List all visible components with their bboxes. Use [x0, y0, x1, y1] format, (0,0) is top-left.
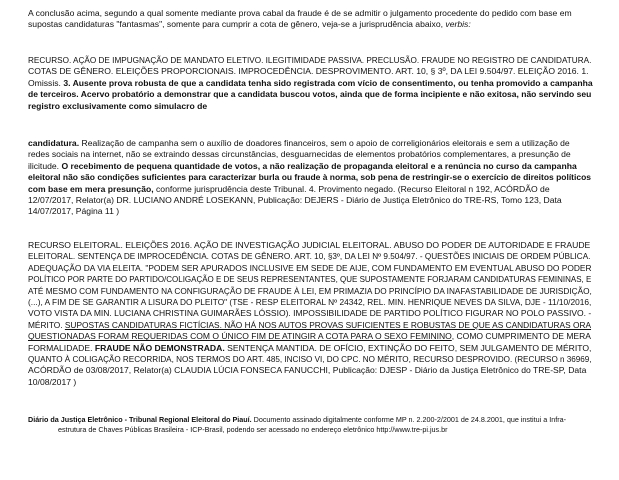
- block3-line-10-text: SENTENÇA MANTIDA. DE OFÍCIO, EXTINÇÃO DO FEITO, SEM JULGAMENTO DE MÉRITO,: [224, 342, 592, 353]
- block3-underlined-1: SUPOSTAS CANDIDATURAS FICTÍCIAS. NÃO HÁ NOS AUTOS PROVAS SUFICIENTES E ROBUSTAS DE QUE AS CANDIDATURAS ORA: [64, 319, 592, 330]
- block3-line-4: POLÍTICO POR PARTE DO PARTIDO/COLIGAÇÃO E DE SEUS REPRESENTANTES, QUE SUPOSTAMENTE FORJARAM CANDIDATURAS FEMININAS, E: [28, 275, 592, 285]
- block3-line-2: ELEITORAL. SENTENÇA DE IMPROCEDÊNCIA. COTAS DE GÊNERO. ART. 10, §3º, DA LEI Nº 9.504/97. - QUESTÕES INICIAIS DE ORDEM PÚBLICA.: [28, 252, 591, 262]
- intro-paragraph: [28, 8, 594, 31]
- footer-line-1: [28, 415, 594, 425]
- block1-line-5: registro exclusivamente como simulacro de: [28, 100, 208, 111]
- block2-line-1: [28, 138, 594, 149]
- block1-line-2: COTAS DE GÊNERO. ELEIÇÕES PROPORCIONAIS. IMPROCEDÊNCIA. DESPROVIMENTO. ART. 10, § 3º, DA LEI 9.504/97. ELEIÇÃO 2016. 1.: [28, 66, 589, 77]
- footer-line-2: estrutura de Chaves Públicas Brasileira - ICP-Brasil, podendo ser acessado no endereço eletrônico http://www.tre-pi.jus.br: [58, 424, 448, 434]
- block2-line-6: 12/07/2017, Relator(a) DR. LUCIANO ANDRÉ LOSEKANN, Publicação: DEJERS - Diário de Justiça Eletrônico do TRE-RS, Tomo 123, Data: [28, 195, 562, 206]
- block1-line-4: de terceiros. Acervo probatório a demonstrar que a candidata buscou votos, ainda que de forma incipiente e não exitosa, não servindo seu: [28, 89, 592, 100]
- block2-line-3: [28, 161, 594, 172]
- page-footer: [28, 415, 594, 434]
- intro-line-2-text: supostas candidaturas "fantasmas", somente para cumprir a cota de gênero, veja-se a jurisprudência abaixo,: [28, 19, 446, 30]
- verbis-text: verbis:: [445, 19, 471, 30]
- block3-line-3: ADEQUAÇÃO DA VIA ELEITA. "PODEM SER APURADOS INCLUSIVE EM SEDE DE AIJE, COM FUNDAMENTO EM EVENTUAL ABUSO DO PODER: [28, 262, 592, 273]
- citation-block-1: [28, 55, 594, 112]
- block2-bold-2: com base em mera presunção,: [28, 183, 154, 194]
- intro-line-2: [28, 19, 594, 30]
- block2-ilicitude: ilicitude.: [28, 160, 62, 171]
- block2-line-1-text: Realização de campanha sem o auxílio de doadores financeiros, sem o apoio de correligionários eleitorais e sem a utilização de: [79, 138, 570, 148]
- block3-line-8: [28, 320, 594, 331]
- block2-candidatura: candidatura.: [28, 138, 80, 148]
- block2-line-5-text: conforme jurisprudência deste Tribunal. 4. Provimento negado. (Recurso Eleitoral n 192, ACÓRDÃO de: [153, 183, 550, 194]
- block1-omissis: Omissis.: [28, 77, 64, 88]
- block3-line-10: [28, 343, 594, 354]
- block2-line-4: eleitoral não são condições suficientes para caracterizar burla ou fraude à norma, sob pena de restringir-se o exercício de direitos políticos: [28, 172, 591, 183]
- block2-line-5: [28, 184, 594, 195]
- footer-line-1-text: Documento assinado digitalmente conforme MP n. 2.200-2/2001 de 24.8.2001, que institui a Infra-: [251, 415, 566, 424]
- block3-line-9: [28, 331, 594, 342]
- block3-formalidade: FORMALIDADE.: [28, 342, 95, 353]
- block3-line-6: (...), A FIM DE SE GARANTIR A LISURA DO PLEITO" (TSE - RESP ELEITORAL Nº 24342, REL. MIN. HENRIQUE NEVES DA SILVA, DJE - 11/10/2016,: [28, 297, 592, 308]
- block1-bold-1: 3. Ausente prova robusta de que a candidata tenha sido registrada com vício de consentimento, ou tenha promovido a campanha: [63, 77, 593, 88]
- block3-line-13: 10/08/2017 ): [28, 376, 77, 387]
- citation-block-3: [28, 240, 594, 388]
- block3-fraude-bold: FRAUDE NÃO DEMONSTRADA.: [94, 342, 225, 353]
- footer-journal-name: Diário da Justiça Eletrônico - Tribunal Regional Eleitoral do Piauí.: [28, 415, 252, 424]
- block3-line-1: RECURSO ELEITORAL. ELEIÇÕES 2016. AÇÃO DE INVESTIGAÇÃO JUDICIAL ELEITORAL. ABUSO DO PODER DE AUTORIDADE E FRAUDE: [28, 240, 591, 250]
- block2-line-7: 14/07/2017, Página 11 ): [28, 206, 120, 217]
- block3-line-11: QUANTO À COLIGAÇÃO RECORRIDA, NOS TERMOS DO ART. 485, INCISO VI, DO CPC. NO MÉRITO, RECURSO DESPROVIDO. (RECURSO n 36969,: [28, 355, 592, 365]
- intro-line-1: A conclusão acima, segundo a qual somente mediante prova cabal da fraude é de se admitir o julgamento procedente do pedido com base em: [28, 8, 572, 18]
- block2-line-2: redes sociais na internet, não se extraindo dessas circunstâncias, desguarnecidas de elementos probatórios complementares, a presunção de: [28, 149, 571, 160]
- block1-line-3: [28, 78, 594, 89]
- citation-block-2: [28, 138, 594, 218]
- block2-bold-1: O recebimento de pequena quantidade de votos, a não realização de propaganda eleitoral e a renúncia no curso da campanha: [61, 160, 577, 171]
- block3-line-9-text: , COMO CUMPRIMENTO DE MERA: [451, 331, 591, 342]
- block3-merito: MÉRITO.: [28, 319, 65, 330]
- block3-underlined-2: QUESTIONADAS FORAM REQUERIDAS COM O ÚNICO FIM DE ATINGIR A COTA PARA O SEXO FEMININO: [28, 331, 452, 342]
- block3-line-7: VOTO VISTA DA MIN. LUCIANA CHRISTINA GUIMARÃES LÓSSIO). IMPOSSIBILIDADE DE PARTIDO POLÍTICO FIGURAR NO POLO PASSIVO. -: [28, 308, 592, 319]
- block1-line-1: RECURSO. AÇÃO DE IMPUGNAÇÃO DE MANDATO ELETIVO. ILEGITIMIDADE PASSIVA. PRECLUSÃO. FRAUDE NO REGISTRO DE CANDIDATURA.: [28, 56, 592, 65]
- block3-line-12: ACÓRDÃO de 03/08/2017, Relator(a) CLAUDIA LÚCIA FONSECA FANUCCHI, Publicação: DJESP - Diário da Justiça Eletrônico do TRE-SP, Data: [28, 365, 587, 376]
- block3-line-5: ATÉ MESMO COM FUNDAMENTO NA CONFIGURAÇÃO DE FRAUDE À LEI, EM PRIMAZIA DO PRINCÍPIO DA INAFASTABILIDADE DE JURISDIÇÃO,: [28, 286, 592, 296]
